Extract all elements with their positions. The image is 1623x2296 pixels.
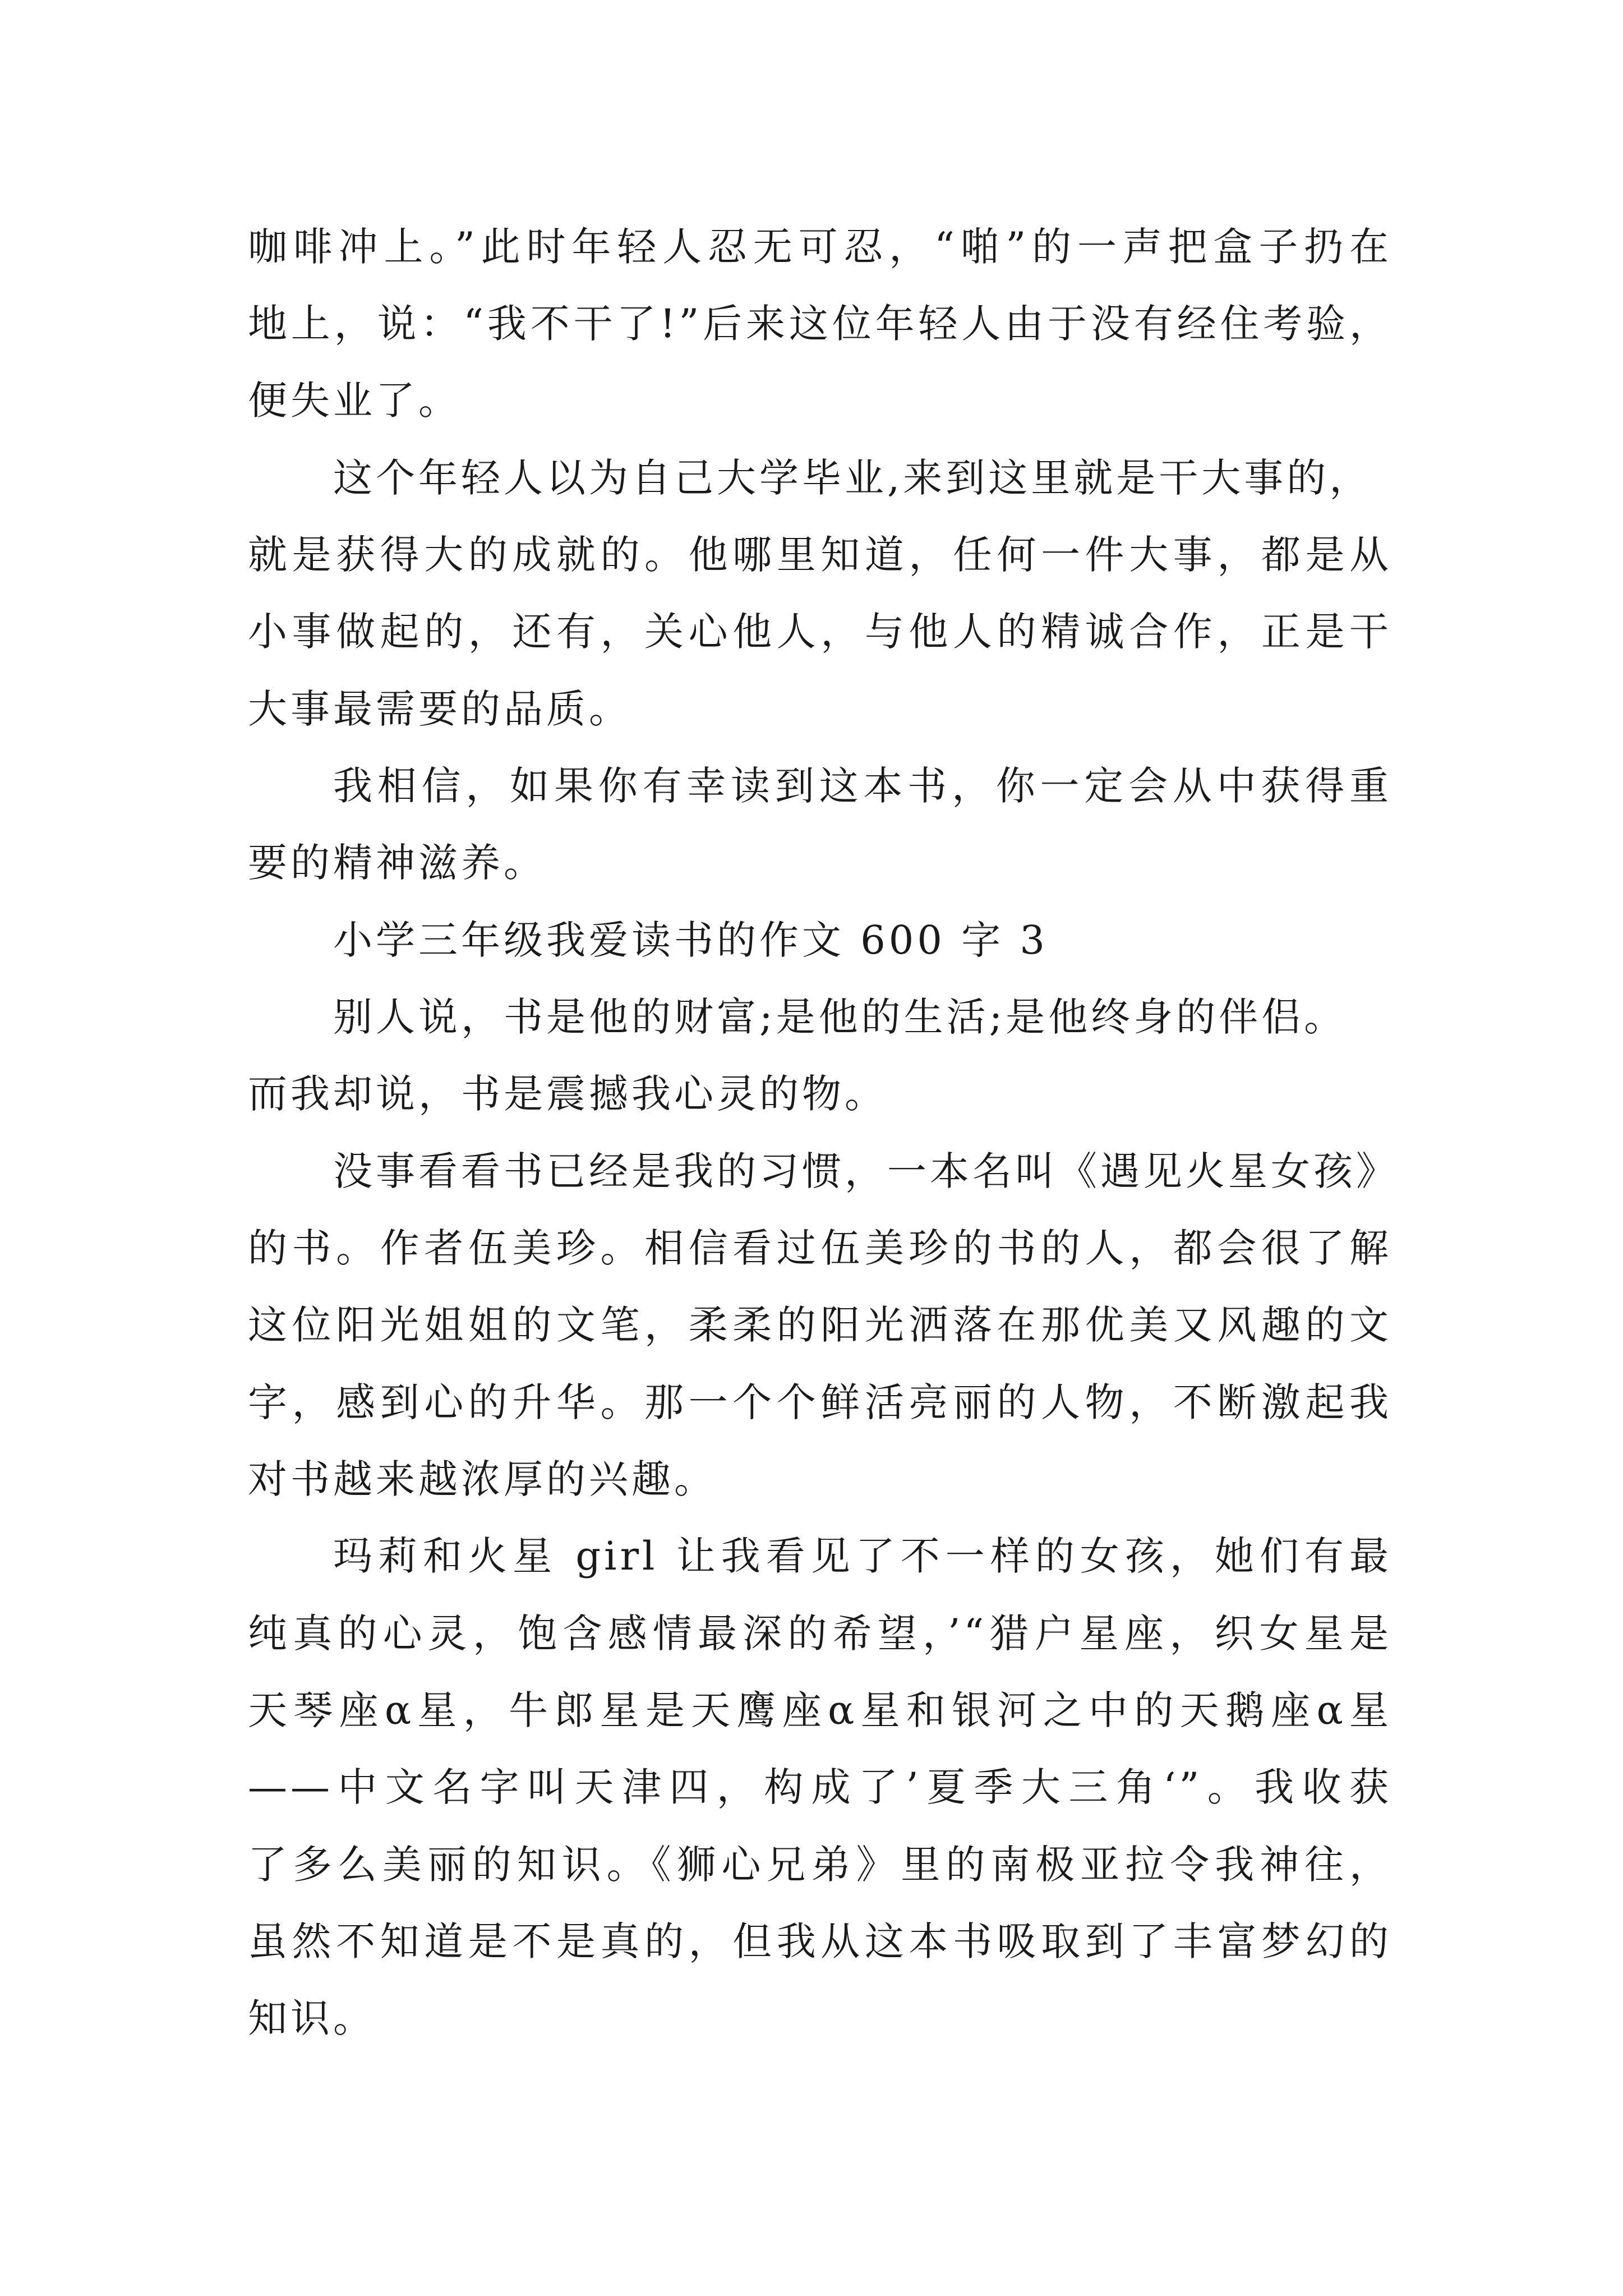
text-line: ——中文名字叫天津四，构成了’夏季大三角‘”。我收获 [248,1764,1392,1810]
paragraph-first-line: 我相信，如果你有幸读到这本书，你一定会从中获得重 [333,763,1392,809]
paragraph-first-line: 别人说，书是他的财富;是他的生活;是他终身的伴侣。 [333,994,1347,1040]
text-line: 就是获得大的成就的。他哪里知道，任何一件大事，都是从 [248,532,1392,578]
text-line: 小事做起的，还有，关心他人，与他人的精诚合作，正是干 [248,609,1392,655]
text-line: 要的精神滋养。 [248,840,546,886]
text-line: 咖啡冲上。”此时年轻人忍无可忍，“啪”的一声把盒子扔在 [248,224,1392,270]
text-line: 这位阳光姐姐的文笔，柔柔的阳光洒落在那优美又风趣的文 [248,1302,1392,1348]
text-line: 便失业了。 [248,378,461,424]
paragraph-first-line: 没事看看书已经是我的习惯，一本名叫《遇见火星女孩》 [333,1148,1399,1194]
text-line: 而我却说，书是震撼我心灵的物。 [248,1071,887,1117]
text-line: 字，感到心的升华。那一个个鲜活亮丽的人物，不断激起我 [248,1379,1392,1425]
text-line: 对书越来越浓厚的兴趣。 [248,1456,717,1502]
section-heading: 小学三年级我爱读书的作文 600 字 3 [333,917,1048,963]
text-line: 知识。 [248,1995,376,2041]
text-line: 虽然不知道是不是真的，但我从这本书吸取到了丰富梦幻的 [248,1918,1392,1964]
text-line: 的书。作者伍美珍。相信看过伍美珍的书的人，都会很了解 [248,1225,1392,1271]
paragraph-first-line: 这个年轻人以为自己大学毕业,来到这里就是干大事的， [333,455,1372,501]
text-line: 大事最需要的品质。 [248,686,631,732]
text-line: 纯真的心灵，饱含感情最深的希望，’“猎户星座，织女星是 [248,1611,1392,1657]
paragraph-first-line: 玛莉和火星 girl 让我看见了不一样的女孩，她们有最 [333,1533,1392,1579]
text-line: 了多么美丽的知识。《狮心兄弟》里的南极亚拉令我神往， [248,1842,1392,1888]
text-line: 天琴座α星，牛郎星是天鹰座α星和银河之中的天鹅座α星 [248,1687,1392,1733]
text-line: 地上，说：“我不干了!”后来这位年轻人由于没有经住考验， [248,301,1392,347]
